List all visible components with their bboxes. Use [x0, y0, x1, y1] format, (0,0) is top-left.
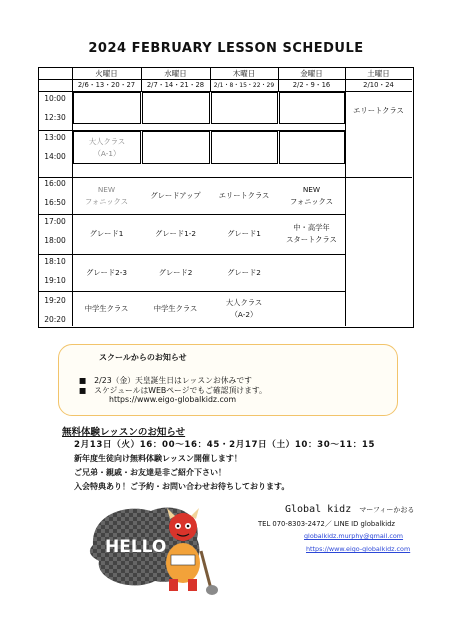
trial-line: ご兄弟・親戚・お友達是非ご紹介下さい！: [74, 468, 226, 477]
dates-wednesday: 2/7・14・21・28: [146, 81, 205, 89]
time-end: 18:00: [44, 236, 66, 245]
day-thursday: 木曜日: [232, 69, 256, 78]
contact-website[interactable]: https://www.eigo-globalkidz.com: [306, 545, 411, 553]
time-start: 19:20: [44, 296, 66, 305]
class-cell: グレード1: [89, 229, 124, 238]
time-start: 10:00: [44, 94, 66, 103]
class-cell: グレード2: [158, 267, 193, 277]
empty-slot: [142, 131, 210, 164]
class-cell: グレードアップ: [150, 190, 201, 200]
class-cell: グレード2: [227, 267, 261, 277]
notice-schedule: ■ スケジュールはWEBページでもご確認頂けます。: [79, 386, 267, 395]
class-level: （A-1）: [93, 148, 121, 158]
trial-line: 新年度生徒向け無料体験レッスン開催します！: [74, 454, 242, 463]
class-cell: [73, 131, 141, 164]
schedule-table: [38, 67, 414, 328]
class-name: フォニックス: [289, 196, 334, 206]
contact-person: マーフィーかおる: [359, 506, 415, 514]
notice-holiday: ■ 2/23（金）天皇誕生日はレッスンお休みです: [79, 376, 252, 385]
empty-slot: [73, 92, 141, 124]
class-cell: [278, 214, 345, 254]
day-tuesday: 火曜日: [95, 69, 118, 78]
oni-figure: [166, 508, 218, 595]
new-badge: NEW: [97, 184, 116, 194]
dates-tuesday: 2/6・13・20・27: [77, 81, 136, 89]
dates-thursday: 2/1・8・15・22・29: [213, 82, 275, 89]
time-end: 19:10: [44, 276, 66, 285]
class-cell: エリートクラス: [353, 105, 404, 115]
class-name: スタートクラス: [286, 235, 337, 244]
time-start: 16:00: [44, 179, 66, 188]
time-end: 14:00: [44, 152, 66, 161]
page-title: 2024 FEBRUARY LESSON SCHEDULE: [88, 41, 364, 56]
notice-box: [58, 344, 398, 416]
class-cell: [72, 177, 141, 214]
time-start: 18:10: [44, 257, 66, 266]
class-cell: [278, 177, 345, 214]
class-cell: エリートクラス: [218, 190, 270, 200]
dates-friday: 2/2・9・16: [292, 81, 331, 89]
class-name: フォニックス: [84, 196, 129, 206]
notice-title: スクールからのお知らせ: [99, 353, 187, 362]
hello-text: HELLO: [105, 537, 167, 557]
class-cell: [210, 291, 278, 326]
time-end: 12:30: [44, 113, 66, 122]
empty-slot: [211, 92, 278, 124]
day-wednesday: 水曜日: [164, 69, 187, 78]
new-badge: NEW: [302, 184, 321, 194]
trial-title: 無料体験レッスンのお知らせ: [62, 427, 186, 438]
time-end: 20:20: [44, 315, 66, 324]
contact-email[interactable]: globalkidz.murphy@gmail.com: [304, 532, 404, 540]
class-name: 中・高学年: [293, 223, 330, 232]
hello-oni-illustration: [85, 497, 235, 597]
notice-url[interactable]: https://www.eigo-globalkidz.com: [109, 395, 237, 404]
empty-slot: [279, 131, 345, 164]
trial-line: 入会特典あり！ご予約・お問い合わせお待ちしております。: [74, 482, 290, 491]
trial-dates: 2月13日（火）16：00～16：45・2月17日（土）10：30～11：15: [74, 440, 376, 450]
day-friday: 金曜日: [300, 69, 323, 78]
contact-tel: TEL 070-8303-2472／ LINE ID globalkidz: [258, 520, 395, 528]
empty-slot: [211, 131, 278, 164]
empty-slot: [142, 92, 210, 124]
class-level: （A-2）: [230, 309, 258, 319]
class-cell: グレード1: [227, 229, 261, 238]
school-name-text: Global kidz: [285, 504, 352, 515]
class-name: 大人クラス: [225, 297, 263, 307]
class-name: 大人クラス: [88, 136, 126, 146]
class-cell: 中学生クラス: [84, 303, 129, 313]
time-end: 16:50: [44, 198, 66, 207]
day-saturday: 土曜日: [367, 69, 390, 78]
empty-slot: [279, 92, 345, 124]
class-cell: 中学生クラス: [153, 303, 198, 313]
class-cell: グレード1-2: [154, 229, 197, 238]
school-name: [285, 504, 414, 515]
time-start: 13:00: [44, 133, 66, 142]
time-start: 17:00: [44, 217, 66, 226]
class-cell: グレード2-3: [85, 267, 128, 277]
dates-saturday: 2/10・24: [363, 81, 394, 89]
